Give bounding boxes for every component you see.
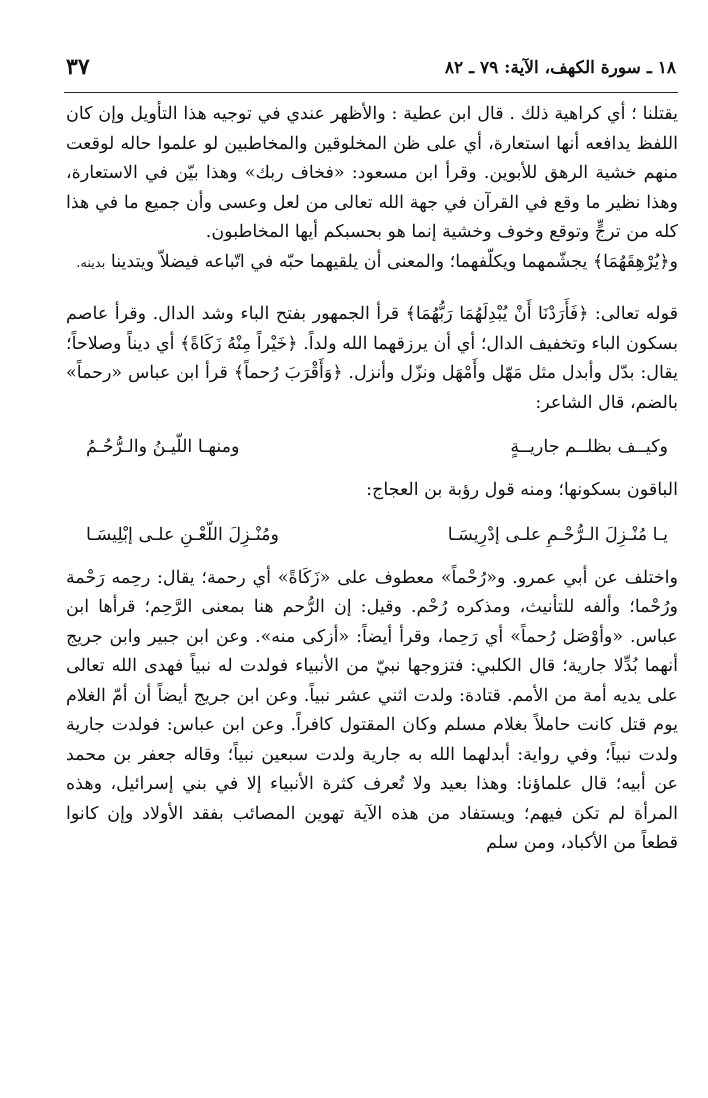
page-header xyxy=(66,54,676,90)
paragraph-spacer xyxy=(66,278,678,300)
verse-spacer xyxy=(66,418,678,432)
verse-spacer xyxy=(66,462,678,476)
verse-1-second-hemistich: ومنهـا اللّيـنُ والـرُّحُـمُ xyxy=(86,437,240,457)
paragraph-4: الباقون بسكونها؛ ومنه قول رؤبة بن العجاج: xyxy=(366,480,678,500)
running-title: ١٨ ـ سورة الكهف، الآية: ٧٩ ـ ٨٢ xyxy=(444,58,676,78)
verse-2-first-hemistich: يـا مُنْـزِلَ الـرُّحْـمِ علـى إدْرِيسَـا xyxy=(447,524,668,545)
verse-2-second-hemistich: ومُنْـزِلَ اللّعْـنِ علـى إبْلِيسَـا xyxy=(86,524,279,545)
verse-spacer xyxy=(66,506,678,520)
paragraph-2 xyxy=(66,248,678,279)
poetry-verse-1 xyxy=(66,432,678,462)
page-number: ٣٧ xyxy=(66,54,90,80)
paragraph-5: واختلف عن أبي عمرو. و«رُحْماً» معطوف على «زَكَاةً» أي رحمة؛ يقال: رحِمه رَحْمة ورُحْما؛ وألفه للتأنيث، ومذكره رُحْم. وقيل: إن الرُّحم هنا بمعنى الرَّحِم؛ قرأها ابن عباس. «وأوْصَل رُحماً» أي رَحِما، وقرأ أيضاً: «أزكى منه». وعن ابن جبير وابن جريج أنهما بُدِّلا جارية؛ قال الكلبي: فتزوجها نبيّ من الأنبياء فولدت له نبياً فهدى الله تعالى على يديه أمة من الأمم. قتادة: ولدت اثني عشر نبياً. وعن ابن جريج أيضاً أن أمّ الغلام يوم قتل كانت حاملاً بغلام مسلم وكان المقتول كافراً. وعن ابن عباس: فولدت جارية ولدت نبياً؛ وفي رواية: أبدلهما الله به جارية ولدت سبعين نبياً؛ وقاله جعفر بن محمد عن أبيه؛ قال علماؤنا: وهذا بعيد ولا تُعرف كثرة الأنبياء إلا في بني إسرائيل، وهذه المرأة لم تكن فيهم؛ ويستفاد من هذه الآية تهوين المصائب بفقد الأولاد وإن كانوا قطعاً من الأكباد، ومن سلم xyxy=(66,567,678,853)
page-body xyxy=(66,100,678,859)
verse-spacer xyxy=(66,550,678,564)
paragraph-3: قوله تعالى: ﴿فَأَرَدْنَا أَنْ يُبْدِلَهُمَا رَبُّهُمَا﴾ قرأ الجمهور بفتح الباء وشد الدال. وقرأ عاصم بسكون الباء وتخفيف الدال؛ أي أن يرزقهما الله ولداً. ﴿خَيْراً مِنْهُ زَكَاةً﴾ أي ديناً وصلاحاً؛ يقال: بدّل وأبدل مثل مَهّل وأَمْهَل ونزّل وأنزل. ﴿وَأَقْرَبَ رُحماً﴾ قرأ ابن عباس «رحماً» بالضم، قال الشاعر: xyxy=(66,304,678,413)
paragraph-2-tail: بدينه. xyxy=(76,255,106,271)
header-divider xyxy=(64,92,678,93)
poetry-verse-2 xyxy=(66,520,678,550)
paragraph-1: يقتلنا ؛ أي كراهية ذلك . قال ابن عطية : والأظهر عندي في توجيه هذا التأويل وإن كان اللفظ يدافعه أنها استعارة، أي على ظن المخلوقين والمخاطبين لو علموا حاله لوقعت منهم خشية الرهق للأبوين. وقرأ ابن مسعود: «فخاف ربك» وهذا بيّن في الاستعارة، وهذا نظير ما وقع في القرآن في جهة الله تعالى من لعل وعسى وأن جميع ما في هذا كله من ترجٍّ وتوقع وخوف وخشية إنما هو بحسبكم أيها المخاطبون. xyxy=(66,104,678,242)
paragraph-2-main: و﴿يُرْهِقَهُمَا﴾ يجشّمهما ويكلّفهما؛ والمعنى أن يلقيهما حبّه في اتّباعه فيضلاّ ويتدينا xyxy=(110,251,678,272)
verse-1-first-hemistich: وكيــف بظلــم جاريــةٍ xyxy=(510,437,668,457)
